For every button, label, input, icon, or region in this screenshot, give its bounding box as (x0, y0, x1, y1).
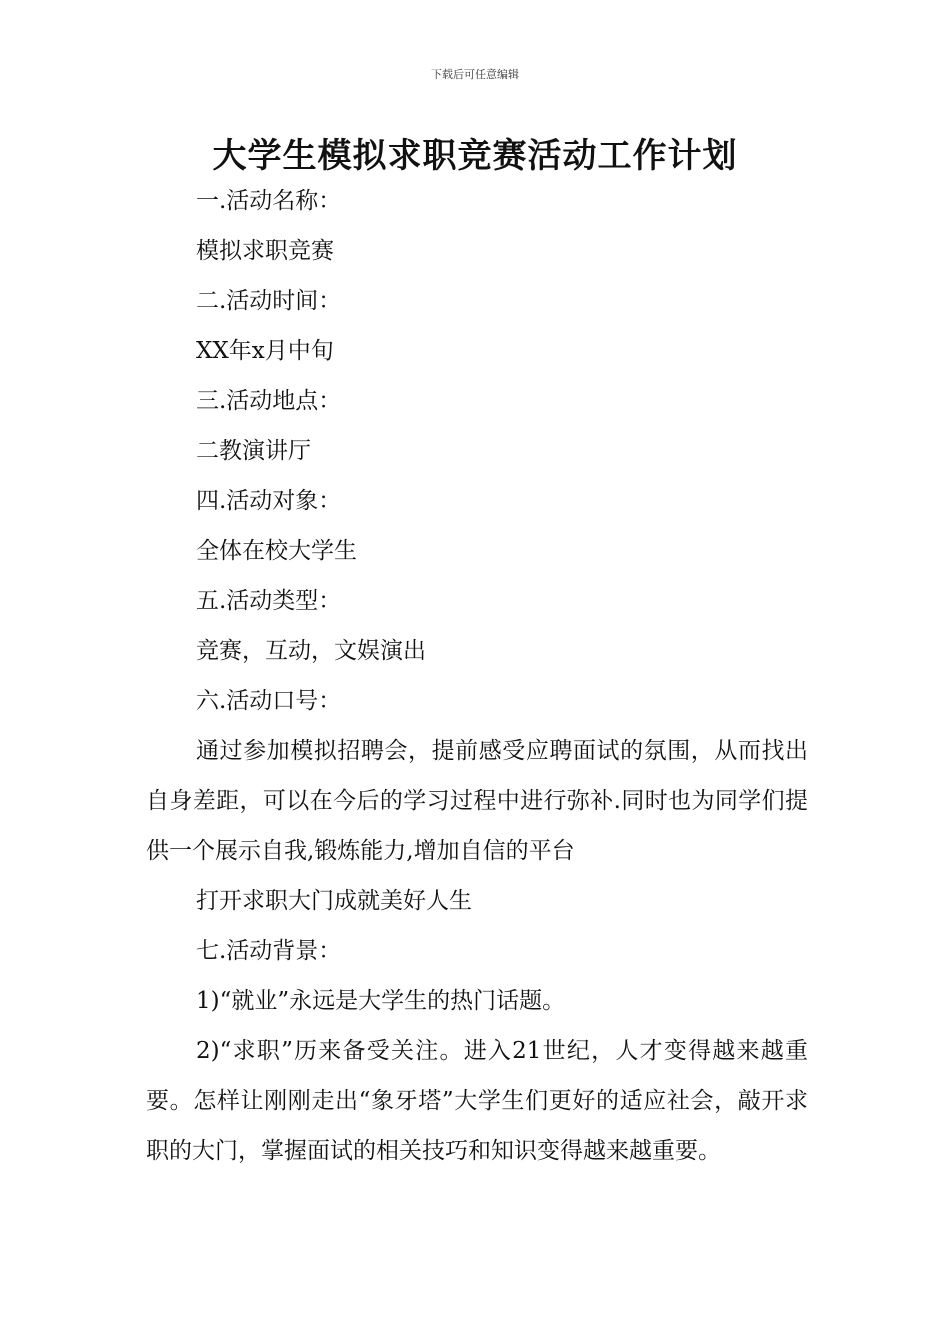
section-4-value: 全体在校大学生 (196, 538, 357, 564)
section-2-value: XX年x月中旬 (196, 338, 334, 364)
document-title: 大学生模拟求职竞赛活动工作计划 (212, 136, 738, 176)
document-body (146, 176, 808, 1176)
section-7-item-1: 1)“就业”永远是大学生的热门话题。 (196, 988, 566, 1014)
section-3-value: 二教演讲厅 (196, 438, 311, 464)
section-1-value: 模拟求职竞赛 (196, 238, 334, 264)
section-6-slogan: 打开求职大门成就美好人生 (196, 888, 472, 914)
section-3-heading: 三.活动地点： (196, 388, 342, 414)
section-7-heading: 七.活动背景： (196, 938, 342, 964)
section-4-heading: 四.活动对象： (196, 488, 342, 514)
section-5-heading: 五.活动类型： (196, 588, 342, 614)
section-1-heading: 一.活动名称： (196, 188, 342, 214)
section-2-heading: 二.活动时间： (196, 288, 342, 314)
section-7-item-2: 2)“求职”历来备受关注。进入21世纪，人才变得越来越重要。怎样让刚刚走出“象牙塔”大学生们更好的适应社会，敲开求职的大门，掌握面试的相关技巧和知识变得越来越重要。 (146, 1038, 808, 1164)
header-note: 下载后可任意编辑 (431, 68, 519, 81)
section-6-paragraph: 通过参加模拟招聘会，提前感受应聘面试的氛围，从而找出自身差距，可以在今后的学习过程中进行弥补.同时也为同学们提供一个展示自我,锻炼能力,增加自信的平台 (146, 738, 808, 864)
section-6-heading: 六.活动口号： (196, 688, 342, 714)
section-5-value: 竞赛，互动，文娱演出 (196, 638, 426, 664)
